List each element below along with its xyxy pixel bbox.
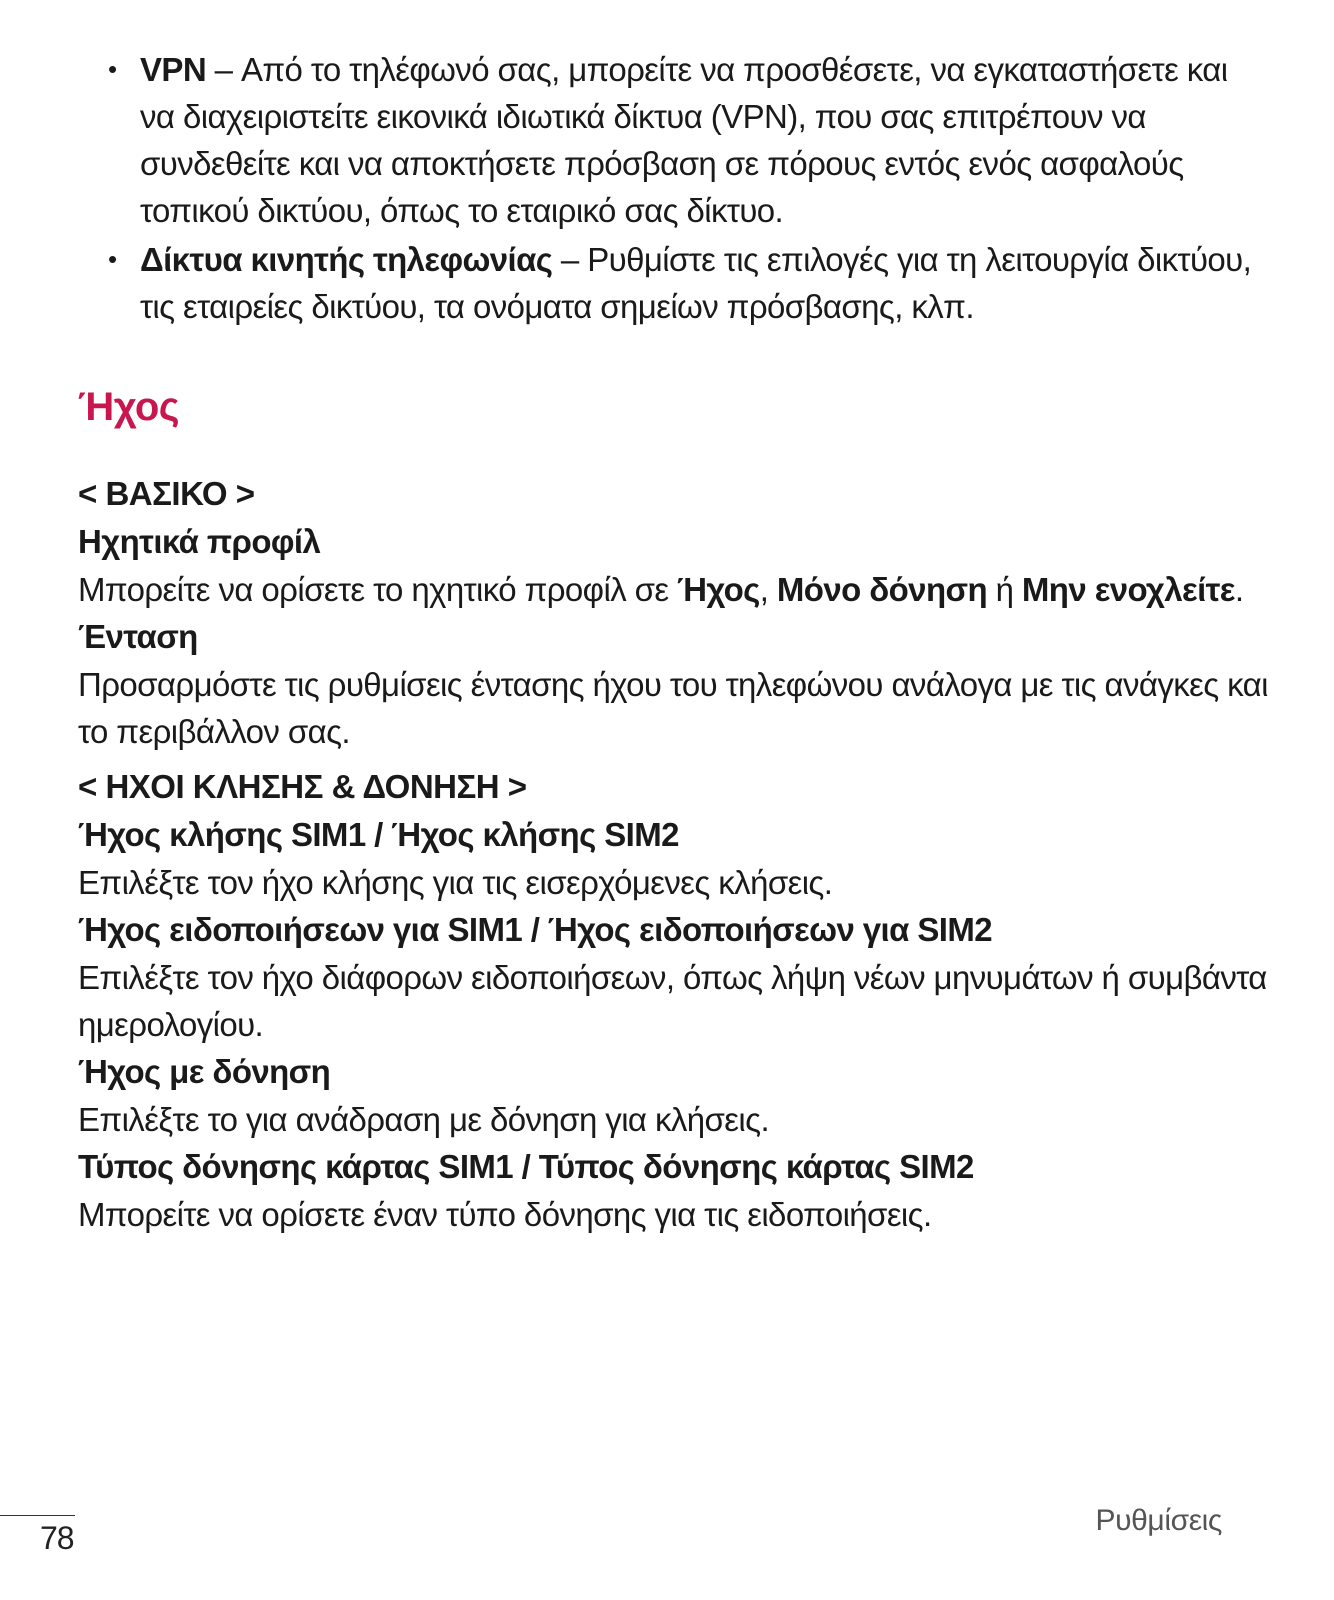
desc-text: Μπορείτε να ορίσετε το ηχητικό προφίλ σε: [78, 571, 678, 608]
footer-divider: [0, 1515, 75, 1516]
item-title-sound-profiles: Ηχητικά προφίλ: [78, 523, 321, 560]
bullet-text: – Ρυθμίστε τις επιλογές για τη λειτουργία δικτύου, τις εταιρείες δικτύου, τα ονόματα σημείων πρόσβασης, κλπ.: [140, 241, 1252, 325]
group-heading-ringtones: < ΗΧΟΙ ΚΛΗΣΗΣ & ΔΟΝΗΣΗ >: [78, 768, 527, 805]
bullet-list: [108, 46, 1268, 332]
item-title-ringtone: Ήχος κλήσης SIM1 / Ήχος κλήσης SIM2: [78, 816, 679, 853]
section-content: [78, 470, 1268, 1238]
item-desc-vibration-type: Μπορείτε να ορίσετε έναν τύπο δόνησης για τις ειδοποιήσεις.: [78, 1196, 932, 1233]
item-title-volume: Ένταση: [78, 618, 198, 655]
item-title-notification-sound: Ήχος ειδοποιήσεων για SIM1 / Ήχος ειδοποιήσεων για SIM2: [78, 911, 992, 948]
desc-text: .: [1234, 571, 1244, 608]
group-heading-basic: < ΒΑΣΙΚΟ >: [78, 475, 255, 512]
item-desc-notification-sound: Επιλέξτε τον ήχο διάφορων ειδοποιήσεων, όπως λήψη νέων μηνυμάτων ή συμβάντα ημερολογίου.: [78, 959, 1267, 1043]
bullet-dot-icon: •: [108, 54, 117, 84]
spacer: [78, 755, 1268, 763]
desc-bold: Μην ενοχλείτε: [1021, 571, 1235, 608]
desc-bold: Μόνο δόνηση: [776, 571, 988, 608]
desc-bold: Ήχος: [677, 571, 760, 608]
bullet-item-mobile-networks: [108, 236, 1268, 330]
item-title-sound-with-vibration: Ήχος με δόνηση: [78, 1053, 331, 1090]
bullet-term: Δίκτυα κινητής τηλεφωνίας: [140, 241, 553, 278]
footer-section-name: Ρυθμίσεις: [1095, 1504, 1222, 1537]
item-title-vibration-type: Τύπος δόνησης κάρτας SIM1 / Τύπος δόνησης κάρτας SIM2: [78, 1148, 974, 1185]
desc-text: ή: [987, 571, 1022, 608]
section-title: Ήχος: [78, 385, 180, 429]
item-desc-sound-with-vibration: Επιλέξτε το για ανάδραση με δόνηση για κλήσεις.: [78, 1101, 770, 1138]
item-desc-sound-profiles: [78, 566, 1268, 613]
desc-text: ,: [759, 571, 777, 608]
item-desc-volume: Προσαρμόστε τις ρυθμίσεις έντασης ήχου του τηλεφώνου ανάλογα με τις ανάγκες και το περιβάλλον σας.: [78, 666, 1268, 750]
bullet-item-vpn: [108, 46, 1268, 234]
bullet-dot-icon: •: [108, 244, 117, 274]
page-number: 78: [40, 1520, 74, 1556]
bullet-text: – Από το τηλέφωνό σας, μπορείτε να προσθέσετε, να εγκαταστήσετε και να διαχειριστείτε εικονικά ιδιωτικά δίκτυα (VPN), που σας επιτρέπουν να συνδεθείτε και να αποκτήσετε πρόσβαση σε πόρους εντός ενός ασφαλούς τοπικού δικτύου, όπως το εταιρικό σας δίκτυο.: [140, 51, 1228, 229]
bullet-term: VPN: [140, 51, 207, 88]
item-desc-ringtone: Επιλέξτε τον ήχο κλήσης για τις εισερχόμενες κλήσεις.: [78, 864, 833, 901]
